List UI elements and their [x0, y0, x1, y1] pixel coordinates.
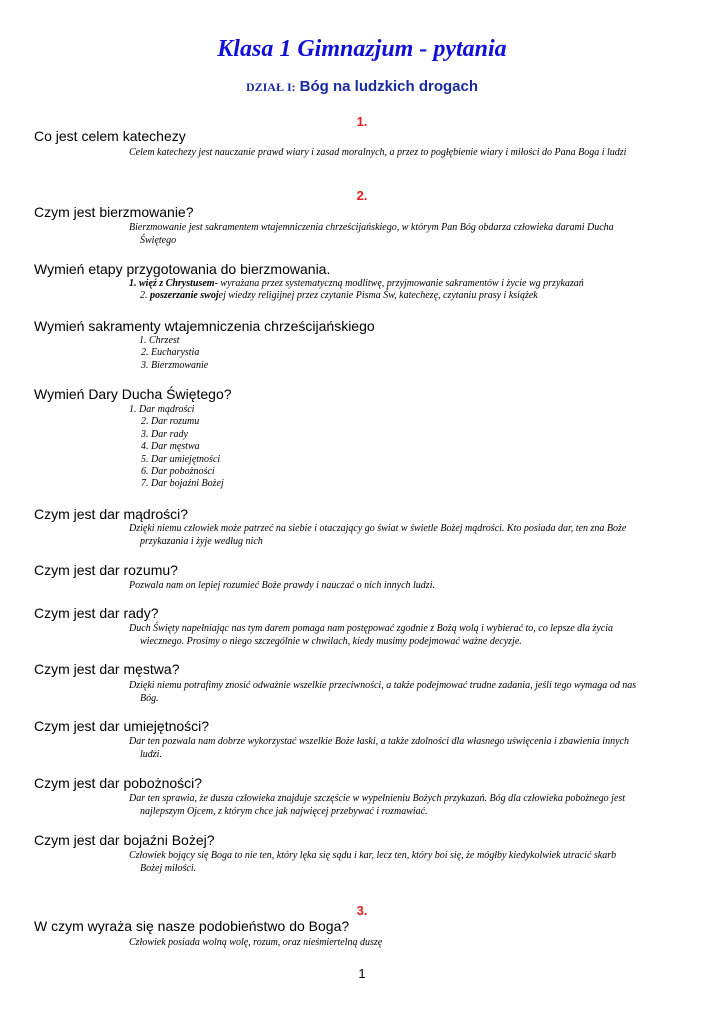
answer-3-item-2 — [129, 290, 584, 302]
answer-13-line-1: Człowiek posiada wolną wolę, rozum, oraz nieśmiertelną duszę — [129, 937, 383, 948]
answer-6-line-1: Dzięki niemu człowiek może patrzeć na siebie i otaczający go świat w świetle Bożej mądrości. Kto posiada dar, ten zna Boże — [129, 523, 627, 534]
answer-8-line-1: Duch Święty napełniając nas tym darem pomaga nam postępować zgodnie z Bożą wolą i wybierać to, co lepsze dla życia — [129, 623, 614, 634]
section-title: Bóg na ludzkich drogach — [299, 78, 479, 95]
question-13: W czym wyraża się nasze podobieństwo do Boga? — [34, 918, 350, 934]
answer-11 — [129, 793, 685, 818]
item-bold-text: poszerzanie swoj — [150, 290, 219, 302]
question-7: Czym jest dar rozumu? — [34, 562, 178, 578]
answer-11-line-2: najlepszym Ojcem, z którym chce jak najwięcej przebywać i rozmawiać. — [140, 805, 428, 817]
answer-7-line-1: Pozwala nam on lepiej rozumieć Boże prawdy i nauczać o nich innych ludzi. — [129, 580, 435, 591]
list-item: 4. Dar męstwa — [141, 441, 200, 453]
item-number: 1. — [129, 278, 137, 289]
page-number: 1 — [358, 966, 366, 981]
question-5: Wymień Dary Ducha Świętego? — [34, 386, 232, 402]
answer-2 — [129, 222, 685, 247]
answer-3-item-1 — [129, 278, 584, 290]
answer-12-line-2: Bożej miłości. — [140, 862, 197, 874]
answer-4-list — [139, 335, 208, 372]
list-item: 2. Dar rozumu — [141, 416, 200, 428]
answer-10-line-1: Dar ten pozwala nam dobrze wykorzystać wszelkie Boże łaski, a także zdolności dla własnego uświęcenia i zbawienia innych — [129, 736, 629, 747]
answer-1 — [129, 147, 685, 160]
list-item: 1. Chrzest — [139, 335, 180, 346]
list-item: 3. Dar rady — [141, 428, 188, 440]
question-4: Wymień sakramenty wtajemniczenia chrześcijańskiego — [34, 318, 375, 334]
question-8: Czym jest dar rady? — [34, 605, 159, 621]
question-9: Czym jest dar męstwa? — [34, 661, 180, 677]
question-10: Czym jest dar umiejętności? — [34, 718, 210, 734]
answer-12 — [129, 850, 685, 875]
section-prefix: DZIAŁ I: — [245, 80, 296, 94]
answer-1-line: Celem katechezy jest nauczanie prawd wiary i zasad moralnych, a przez to pogłębienie wiary i miłości do Pana Boga i ludzi — [129, 147, 627, 158]
answer-13 — [129, 937, 685, 950]
answer-8-line-2: wiecznego. Prosimy o niego szczególnie w chwilach, kiedy musimy podejmować ważne decyzje. — [140, 635, 522, 647]
section-heading — [0, 78, 724, 96]
question-12: Czym jest dar bojaźni Bożej? — [34, 832, 215, 848]
list-item: 2. Eucharystia — [141, 347, 200, 359]
answer-6-line-2: przykazania i żyje według nich — [140, 535, 263, 547]
question-11: Czym jest dar pobożności? — [34, 775, 203, 791]
section-number-2: 2. — [356, 188, 368, 203]
item-number: 2. — [140, 290, 148, 302]
item-text: ej wiedzy religijnej przez czytanie Pisma Św, katechezę, czytaniu prasy i książek — [218, 290, 538, 302]
item-bold-text: więź z Chrystusem- — [139, 278, 218, 289]
answer-9 — [129, 680, 685, 705]
answer-6 — [129, 523, 685, 548]
question-2: Czym jest bierzmowanie? — [34, 204, 194, 220]
item-text: wyrażana przez systematyczną modlitwę, przyjmowanie sakramentów i życie wg przykazań — [217, 278, 584, 289]
answer-5-list — [129, 404, 224, 491]
answer-2-line-1: Bierzmowanie jest sakramentem wtajemniczenia chrześcijańskiego, w którym Pan Bóg obdarza człowieka darami Ducha — [129, 222, 614, 233]
answer-8 — [129, 623, 685, 648]
answer-7 — [129, 580, 685, 593]
question-6: Czym jest dar mądrości? — [34, 506, 189, 522]
answer-3-list — [129, 278, 584, 303]
section-number-1: 1. — [356, 114, 368, 129]
list-item: 6. Dar pobożności — [141, 466, 215, 478]
answer-9-line-1: Dzięki niemu potrafimy znosić odważnie wszelkie przeciwności, a także podejmować trudne zadania, jeśli tego wymaga od nas — [129, 680, 637, 691]
answer-10-line-2: ludzi. — [140, 748, 162, 760]
answer-11-line-1: Dar ten sprawia, że dusza człowieka znajduje szczęście w wypełnieniu Bożych przykazań. Bóg dla człowieka pobożnego jest — [129, 793, 626, 804]
answer-2-line-2: Świętego — [140, 234, 177, 246]
answer-10 — [129, 736, 685, 761]
list-item: 1. Dar mądrości — [129, 404, 195, 415]
question-1: Co jest celem katechezy — [34, 128, 186, 144]
answer-12-line-1: Człowiek bojący się Boga to nie ten, który lęka się sądu i kar, lecz ten, który boi się, że mógłby kiedykolwiek utracić skarb — [129, 850, 617, 861]
section-number-3: 3. — [356, 903, 368, 918]
list-item: 5. Dar umiejętności — [141, 453, 221, 465]
answer-9-line-2: Bóg. — [140, 692, 159, 704]
list-item: 7. Dar bojaźni Bożej — [141, 478, 224, 490]
page-title: Klasa 1 Gimnazjum - pytania — [217, 36, 507, 62]
question-3: Wymień etapy przygotowania do bierzmowania. — [34, 261, 331, 277]
list-item: 3. Bierzmowanie — [141, 359, 209, 371]
